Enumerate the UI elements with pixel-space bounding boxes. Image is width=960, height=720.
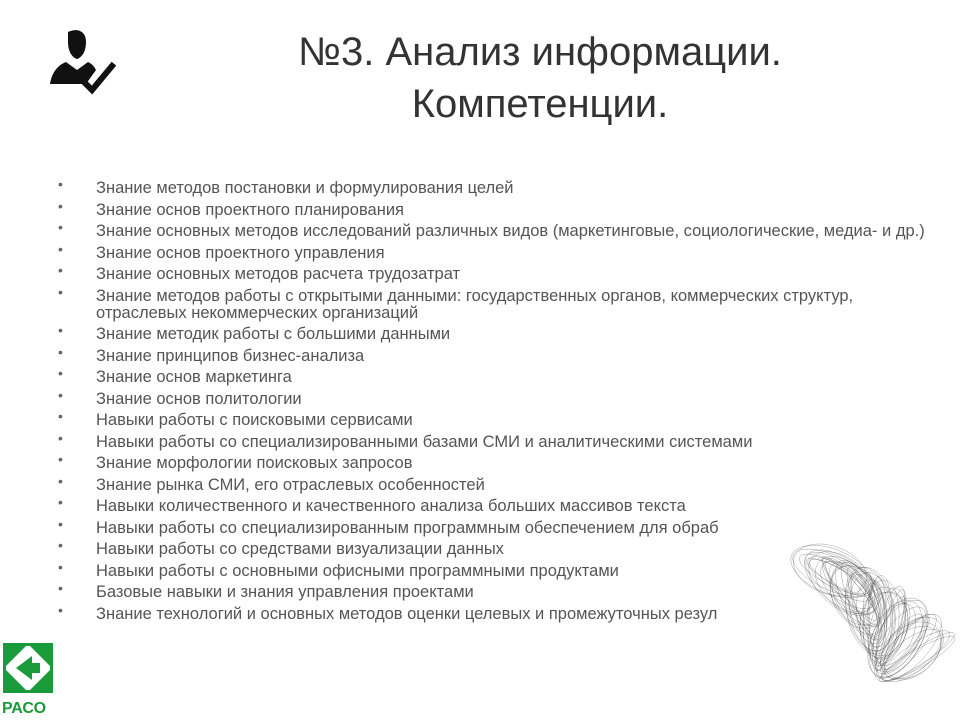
bullet-icon: • [58, 537, 63, 553]
title-line-2: Компетенции. [411, 82, 669, 126]
bullet-icon: • [58, 219, 63, 235]
bullet-icon: • [58, 386, 63, 403]
list-item [58, 322, 928, 343]
list-item-text: Базовые навыки и знания управления проектами [96, 583, 474, 601]
title-line-1: №3. Анализ информации. [298, 30, 782, 74]
bullet-icon: • [58, 580, 63, 596]
bullet-icon: • [58, 343, 63, 360]
bullet-icon: • [58, 408, 63, 424]
list-item [58, 365, 928, 386]
list-item-text: Навыки работы с поисковыми сервисами [96, 411, 413, 429]
list-item-text: Знание методов постановки и формулирования целей [96, 179, 514, 197]
bullet-icon: • [58, 322, 63, 338]
slide-title [200, 26, 880, 130]
list-item-text: Знание основ маркетинга [96, 368, 292, 386]
list-item [58, 262, 928, 283]
list-item [58, 176, 928, 197]
list-item [58, 283, 928, 322]
raso-logo-text: РАСО [2, 700, 47, 717]
list-item [58, 197, 928, 219]
list-item-text: Знание основных методов исследований различных видов (маркетинговые, социологические, медиа- и др.) [96, 222, 925, 240]
list-item-text: Навыки работы со средствами визуализации данных [96, 540, 504, 558]
bullet-icon: • [58, 176, 63, 192]
bullet-icon: • [58, 601, 63, 618]
list-item-text: Знание принципов бизнес-анализа [96, 346, 365, 365]
bullet-icon: • [58, 365, 63, 381]
bullet-icon: • [58, 429, 63, 446]
user-check-icon [46, 26, 116, 96]
bullet-icon: • [58, 262, 63, 278]
raso-logo [0, 640, 56, 720]
list-item-text: Навыки работы с основными офисными программными продуктами [96, 561, 619, 580]
list-item-text: Навыки количественного и качественного анализа больших массивов текста [96, 497, 686, 515]
list-item-text: Знание технологий и основных методов оценки целевых и промежуточных резул [96, 604, 718, 623]
bullet-icon: • [58, 283, 63, 300]
list-item-text: Знание морфологии поисковых запросов [96, 454, 413, 472]
list-item [58, 219, 928, 240]
bullet-icon: • [58, 451, 63, 467]
list-item [58, 494, 928, 515]
list-item [58, 472, 928, 494]
list-item [58, 408, 928, 429]
list-item-text: Знание основ проектного управления [96, 243, 385, 262]
bullet-icon: • [58, 558, 63, 575]
list-item-text: Знание методов работы с открытыми данными: государственных органов, коммерческих структур, отраслевых некоммерческих организаций [96, 286, 854, 322]
bullet-icon: • [58, 472, 63, 489]
list-item [58, 451, 928, 472]
bullet-icon: • [58, 197, 63, 214]
list-item-text: Знание методик работы с большими данными [96, 325, 451, 343]
list-item [58, 343, 928, 365]
list-item-text: Навыки работы со специализированным программным обеспечением для обраб [96, 518, 719, 537]
list-item-text: Знание основ политологии [96, 389, 302, 408]
list-item-text: Навыки работы со специализированными базами СМИ и аналитическими системами [96, 432, 753, 451]
bullet-icon: • [58, 240, 63, 257]
list-item-text: Знание рынка СМИ, его отраслевых особенностей [96, 475, 485, 494]
scribble-graphic [790, 520, 960, 710]
raso-logo-mark [3, 643, 53, 693]
list-item [58, 240, 928, 262]
list-item [58, 429, 928, 451]
list-item [58, 386, 928, 408]
list-item-text: Знание основ проектного планирования [96, 200, 404, 219]
bullet-icon: • [58, 515, 63, 532]
bullet-icon: • [58, 494, 63, 510]
list-item-text: Знание основных методов расчета трудозатрат [96, 265, 461, 283]
